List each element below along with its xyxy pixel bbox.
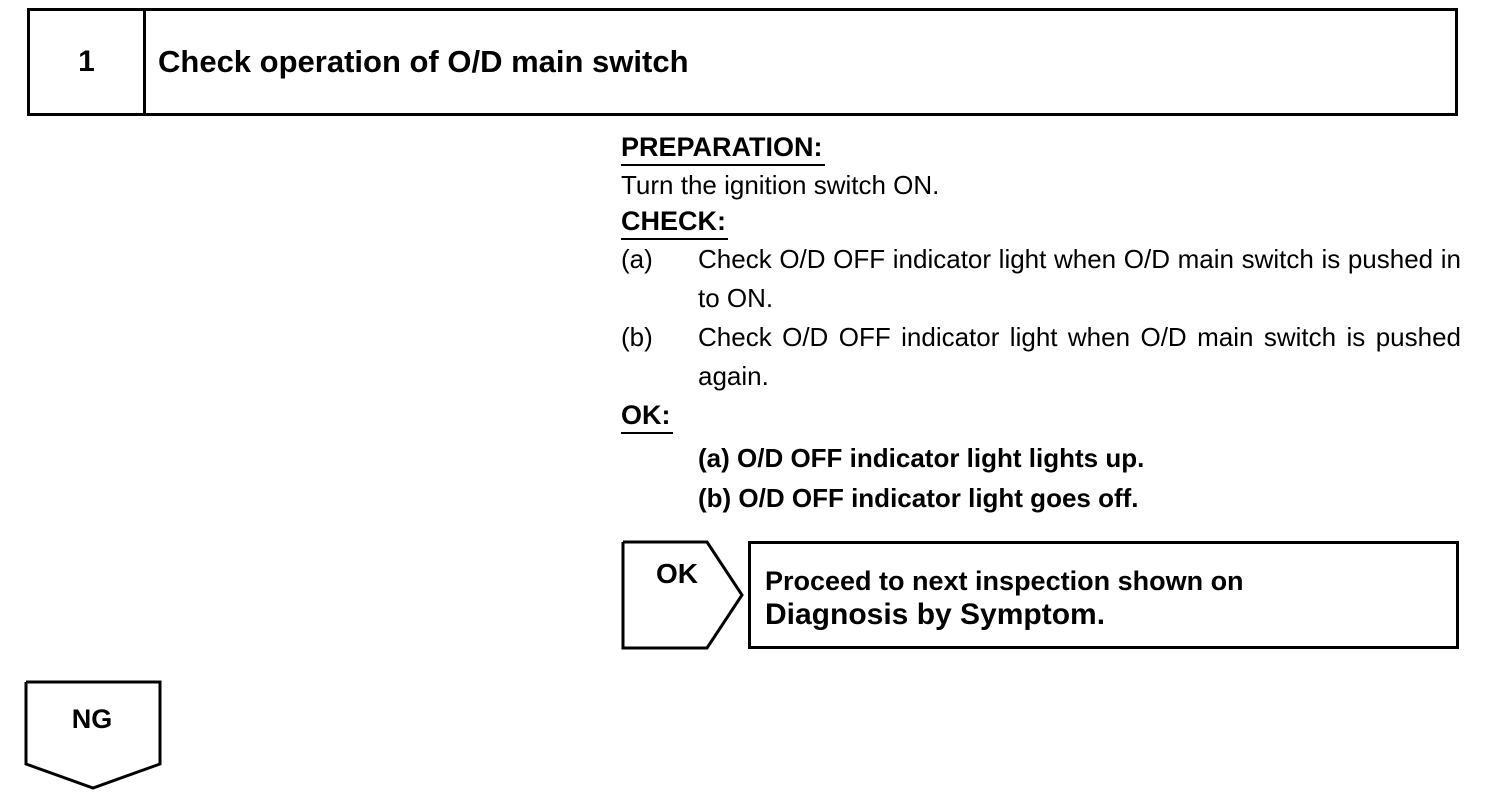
check-heading: CHECK:	[621, 204, 728, 240]
ng-arrow-icon	[24, 680, 162, 790]
check-item-b	[621, 318, 1461, 396]
ok-heading: OK:	[621, 398, 673, 434]
preparation-heading: PREPARATION:	[621, 130, 825, 166]
check-item-label: (a)	[621, 244, 653, 274]
ok-criterion-a: (a) O/D OFF indicator light lights up.	[698, 443, 1145, 473]
preparation-text: Turn the ignition switch ON.	[621, 170, 940, 200]
ok-arrow-icon	[621, 540, 745, 650]
ok-result-box	[748, 541, 1459, 649]
ok-result-line1: Proceed to next inspection shown on	[765, 566, 1244, 596]
check-item-a	[621, 240, 1461, 318]
procedure-section	[621, 130, 1461, 518]
ok-result-line2: Diagnosis by Symptom.	[765, 598, 1106, 631]
check-item-text: Check O/D OFF indicator light when O/D main switch is pushed in to ON.	[698, 244, 1461, 313]
step-number: 1	[30, 11, 146, 113]
check-item-label: (b)	[621, 322, 653, 352]
ng-branch-label: NG	[71, 704, 113, 734]
step-header	[27, 8, 1458, 116]
ok-criterion-b: (b) O/D OFF indicator light goes off.	[698, 483, 1139, 513]
check-item-text: Check O/D OFF indicator light when O/D main switch is pushed again.	[698, 322, 1461, 391]
ok-branch-label: OK	[656, 558, 698, 589]
step-title: Check operation of O/D main switch	[158, 44, 689, 79]
